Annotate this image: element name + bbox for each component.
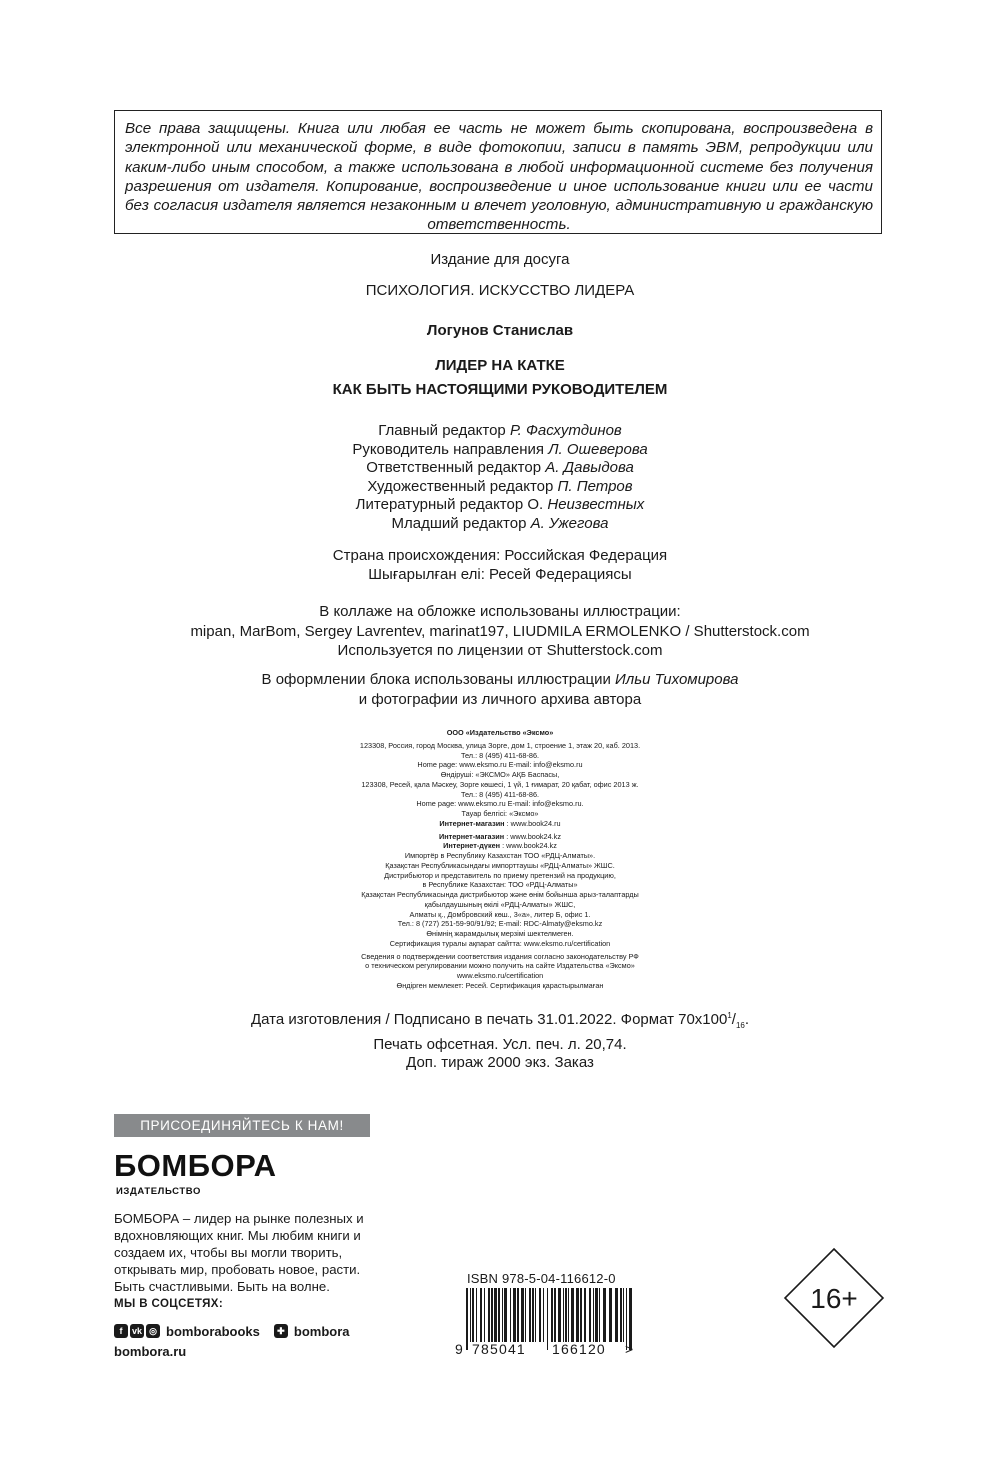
social-handle-books: bomborabooks	[166, 1323, 260, 1339]
barcode-bar	[584, 1288, 586, 1342]
author-name: Логунов Станислав	[426, 322, 574, 339]
barcode-bar	[609, 1288, 612, 1342]
imprint-line: Тел.: 8 (495) 411-68-86.	[460, 789, 540, 799]
barcode-bar	[576, 1288, 579, 1342]
series-title: ПСИХОЛОГИЯ. ИСКУССТВО ЛИДЕРА	[365, 282, 635, 299]
barcode-bar	[593, 1288, 594, 1342]
barcode-bar	[502, 1288, 503, 1342]
origin-block	[0, 547, 1000, 584]
social-handle: bombora	[293, 1323, 350, 1339]
imprint-publisher: ООО «Издательство «Эксмо»	[446, 728, 554, 737]
staff-row: Ответственный редактор А. Давыдова	[366, 459, 634, 477]
staff-list	[0, 422, 1000, 534]
rights-notice: Все права защищены. Книга или любая ее часть не может быть скопирована, воспроизведена в электронной или механической форме, в виде фотокопии, записи в память ЭВМ, репродукции или каким-либо иным способом, а также использована в любой информационной системе без получения разрешения от издателя. Копирование, воспроизведение и иное использование книги или ее части без согласия издателя является незаконным и влечет уголовную, административную и гражданскую ответственность.	[114, 110, 882, 234]
social-title: МЫ В СОЦСЕТЯХ:	[114, 1298, 224, 1310]
barcode-bar	[554, 1288, 556, 1342]
imprint-line: Сертификация туралы ақпарат сайтта: www.eksmo.ru/certification	[389, 938, 611, 948]
barcode-bar	[532, 1288, 534, 1342]
imprint-line: Қазақстан Республикасындағы импорттаушы «РДЦ-Алматы» ЖШС.	[385, 860, 615, 870]
barcode-bar	[603, 1288, 606, 1342]
imprint-line: 123308, Ресей, қала Мәскеу, Зорге көшесі, 1 үй, 1 ғимарат, 20 қабат, офис 2013 ж.	[361, 779, 639, 789]
origin-kz: Шығарылған елі: Ресей Федерациясы	[368, 565, 632, 583]
book-subtitle: КАК БЫТЬ НАСТОЯЩИМИ РУКОВОДИТЕЛЕМ	[332, 381, 668, 398]
staff-row: Художественный редактор П. Петров	[367, 477, 633, 495]
barcode-bar	[543, 1288, 544, 1342]
barcode-bar	[525, 1288, 526, 1342]
imprint-line: Импортёр в Республику Казахстан ТОО «РДЦ-Алматы».	[404, 851, 596, 860]
staff-row: Руководитель направления Л. Ошеверова	[352, 440, 648, 458]
barcode-bar	[595, 1288, 598, 1342]
barcode-digits-left: 785041	[472, 1341, 526, 1357]
imprint-line: Өндіруші: «ЭКСМО» АҚБ Баспасы,	[440, 770, 560, 779]
social-row	[114, 1320, 364, 1342]
print-line-3: Доп. тираж 2000 экз. Заказ	[406, 1054, 594, 1071]
barcode-bar	[498, 1288, 500, 1342]
barcode-bar	[510, 1288, 511, 1342]
imprint-line: Өнімнің жарамдылық мерзімі шектелмеген.	[426, 929, 574, 938]
print-line-2: Печать офсетная. Усл. печ. л. 20,74.	[373, 1035, 627, 1053]
instagram-icon: ◎	[146, 1324, 160, 1338]
barcode-bar	[494, 1288, 497, 1342]
staff-row: Литературный редактор О. Неизвестных	[355, 496, 645, 514]
age-rating-text: 16+	[810, 1283, 858, 1314]
barcode-digit-first: 9	[455, 1341, 463, 1357]
barcode-digits-right: 166120	[552, 1341, 606, 1357]
barcode-bar	[539, 1288, 541, 1342]
imprint-line: www.eksmo.ru/certification	[456, 971, 544, 980]
barcode-bar	[565, 1288, 567, 1342]
origin-ru: Страна происхождения: Российская Федерация	[332, 547, 668, 564]
imprint-line: Дистрибьютор и представитель по приему претензий на продукцию,	[384, 870, 616, 880]
barcode-bar	[470, 1288, 471, 1342]
publisher-logo-sub: ИЗДАТЕЛЬСТВО	[116, 1186, 201, 1197]
barcode-bar	[521, 1288, 524, 1342]
facebook-icon: f	[114, 1324, 128, 1338]
print-line-1: Дата изготовления / Подписано в печать 31.01.2022. Формат $70x100^1/_{16}$.	[250, 1011, 750, 1030]
barcode-bar	[466, 1288, 468, 1350]
barcode-bar	[589, 1288, 591, 1342]
isbn-label: ISBN 978-5-04-116612-0	[467, 1271, 616, 1286]
join-us-banner: ПРИСОЕДИНЯЙТЕСЬ К НАМ!	[114, 1114, 370, 1137]
publisher-logo: БОМБОРА	[114, 1148, 277, 1183]
barcode-bar	[551, 1288, 553, 1342]
imprint-line: Тауар белгісі: «Эксмо»	[461, 809, 539, 818]
isbn-barcode	[452, 1286, 642, 1361]
age-rating-badge	[783, 1247, 885, 1349]
imprint-shop-kz2: Интернет-дүкен : www.book24.kz	[443, 841, 557, 851]
barcode-bar	[535, 1288, 536, 1342]
cover-credits-line: В коллаже на обложке использованы иллюстрации:	[319, 603, 681, 620]
barcode-bar	[563, 1288, 564, 1342]
block-credits-line: и фотографии из личного архива автора	[358, 690, 642, 708]
imprint-shop-kz: Интернет-магазин : www.book24.kz	[439, 831, 561, 841]
barcode-bar	[491, 1288, 493, 1342]
imprint-line: 123308, Россия, город Москва, улица Зорге, дом 1, строение 1, этаж 20, каб. 2013.	[359, 740, 641, 750]
barcode-bar	[623, 1288, 624, 1342]
cover-credits-line: Используется по лицензии от Shutterstock.com	[337, 642, 663, 659]
vk-icon: vk	[131, 1326, 142, 1336]
imprint-shop-ru: Интернет-магазин : www.book24.ru	[439, 818, 561, 828]
barcode-bar	[529, 1288, 531, 1342]
barcode-bar	[484, 1288, 485, 1342]
block-credits-line: В оформлении блока использованы иллюстрации Ильи Тихомирова	[261, 671, 739, 688]
imprint-line: Өндірген мемлекет: Ресей. Сертификация қарастырылмаған	[396, 980, 604, 990]
block-credits	[0, 670, 1000, 709]
barcode-bar	[472, 1288, 474, 1342]
barcode-bar	[547, 1288, 548, 1350]
imprint-line: Тел.: 8 (495) 411-68-86.	[460, 750, 540, 760]
imprint-line: Home page: www.eksmo.ru E-mail: info@eksmo.ru.	[416, 799, 584, 809]
barcode-bar	[476, 1288, 477, 1342]
telegram-icon: ✚	[274, 1324, 288, 1338]
barcode-bar	[558, 1288, 561, 1342]
imprint	[0, 728, 1000, 991]
barcode-bar	[480, 1288, 482, 1342]
imprint-line: в Республике Казахстан: ТОО «РДЦ-Алматы»	[422, 880, 578, 890]
barcode-bar	[599, 1288, 600, 1342]
barcode-bar	[517, 1288, 519, 1342]
barcode-bar	[568, 1288, 569, 1342]
imprint-line: Қазақстан Республикасында дистрибьютор және өнім бойынша арыз-талаптарды	[361, 890, 639, 899]
barcode-arrow: >	[625, 1341, 634, 1357]
imprint-line: Тел.: 8 (727) 251-59-90/91/92; E-mail: RDC-Almaty@eksmo.kz	[397, 919, 603, 929]
imprint-line: Home page: www.eksmo.ru E-mail: info@eksmo.ru	[417, 760, 583, 770]
imprint-line: Сведения о подтверждении соответствия издания согласно законодательству РФ	[361, 951, 639, 961]
publisher-site: bombora.ru	[114, 1344, 187, 1359]
barcode-bar	[620, 1288, 622, 1342]
imprint-line: Алматы қ., Домбровский көш., 3«а», литер Б, офис 1.	[409, 909, 591, 919]
barcode-bar	[504, 1288, 507, 1342]
barcode-bar	[513, 1288, 516, 1342]
staff-row: Главный редактор Р. Фасхутдинов	[378, 422, 622, 439]
imprint-line: қабылдаушының өкілі «РДЦ-Алматы» ЖШС,	[424, 899, 576, 909]
cover-credits	[0, 602, 1000, 661]
barcode-bar	[580, 1288, 582, 1342]
cover-credits-line: mipan, MarBom, Sergey Lavrentev, marinat197, LIUDMILA ERMOLENKO / Shutterstock.com	[190, 622, 810, 640]
print-info	[0, 1007, 1000, 1073]
imprint-line: о техническом регулировании можно получить на сайте Издательства «Эксмо»	[365, 961, 635, 971]
staff-row: Младший редактор А. Ужегова	[391, 514, 609, 532]
barcode-bar	[615, 1288, 618, 1342]
book-title: ЛИДЕР НА КАТКЕ	[435, 357, 565, 374]
barcode-bar	[571, 1288, 574, 1342]
publisher-description: БОМБОРА – лидер на рынке полезных и вдохновляющих книг. Мы любим книги и создаем их, чтобы вы могли творить, открывать мир, пробовать новое, расти. Быть счастливыми. Быть на волне.	[114, 1211, 364, 1294]
edition-type: Издание для досуга	[430, 251, 570, 268]
barcode-bar	[488, 1288, 490, 1342]
